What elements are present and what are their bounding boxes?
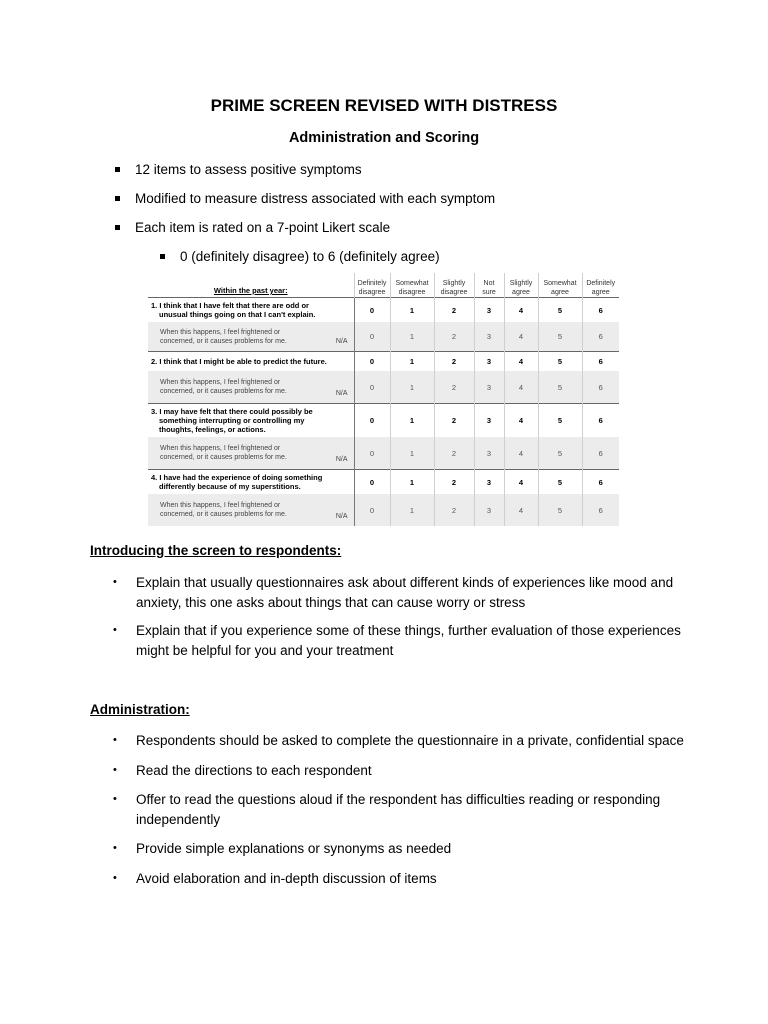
score-cell: 1 [390,352,434,372]
distress-text: When this happens, I feel frightened or concerned, or it causes problems for me. N/A [148,371,354,404]
score-cell: 4 [504,371,538,404]
score-cell: 4 [504,470,538,495]
administration-list [113,731,713,888]
list-item: • Avoid elaboration and in-depth discussion of items [113,869,713,889]
summary-bullet: Each item is rated on a 7-point Likert scale [113,218,390,237]
score-cell: 0 [354,322,390,352]
score-cell: 0 [354,371,390,404]
score-cell: 6 [582,322,619,352]
question-text: 3. I may have felt that there could possibly be something interrupting or controlling my thoughts, feelings, or actions. [148,404,354,438]
bullet-dot-icon: • [113,624,117,636]
score-cell: 3 [474,352,504,372]
square-bullet-icon [115,196,120,201]
score-cell: 4 [504,322,538,352]
distress-text: When this happens, I feel frightened or concerned, or it causes problems for me. N/A [148,494,354,526]
question-text: 2. I think that I might be able to predict the future. [148,352,354,372]
score-cell: 2 [434,352,474,372]
page-title: PRIME SCREEN REVISED WITH DISTRESS [210,96,558,115]
summary-bullet: 12 items to assess positive symptoms [113,160,362,179]
score-cell: 2 [434,322,474,352]
score-cell: 3 [474,494,504,526]
score-cell: 3 [474,404,504,438]
list-item: • Provide simple explanations or synonyms as needed [113,839,713,859]
score-cell: 5 [538,494,582,526]
score-cell: 1 [390,470,434,495]
score-cell: 3 [474,371,504,404]
square-bullet-icon [115,167,120,172]
score-cell: 2 [434,437,474,470]
column-header: Definitely disagree [354,273,390,298]
page-subtitle: Administration and Scoring [288,130,480,146]
score-cell: 6 [582,352,619,372]
score-cell: 0 [354,298,390,323]
score-cell: 1 [390,322,434,352]
na-label: N/A [335,456,348,463]
score-cell: 1 [390,371,434,404]
score-cell: 2 [434,371,474,404]
score-cell: 3 [474,322,504,352]
score-cell: 5 [538,404,582,438]
list-item: • Offer to read the questions aloud if the respondent has difficulties reading or responding independently [113,792,661,827]
table-header-label: Within the past year: [213,286,288,295]
score-cell: 3 [474,298,504,323]
bullet-dot-icon: • [113,763,117,776]
score-cell: 6 [582,470,619,495]
score-cell: 0 [354,404,390,438]
score-cell: 5 [538,322,582,352]
question-text: 4. I have had the experience of doing something differently because of my superstitions. [148,470,354,495]
question-text: 1. I think that I have felt that there are odd or unusual things going on that I can't explain. [148,298,354,323]
administration-heading: Administration: [90,702,190,717]
likert-scale-table [148,273,619,526]
distress-row [148,371,619,404]
distress-text: When this happens, I feel frightened or concerned, or it causes problems for me. N/A [148,322,354,352]
score-cell: 1 [390,404,434,438]
score-cell: 4 [504,298,538,323]
score-cell: 1 [390,494,434,526]
na-label: N/A [335,338,348,345]
score-cell: 6 [582,437,619,470]
summary-sub-bullet: 0 (definitely disagree) to 6 (definitely agree) [158,247,440,266]
na-label: N/A [335,513,348,520]
score-cell: 5 [538,470,582,495]
score-cell: 1 [390,437,434,470]
bullet-dot-icon: • [113,576,117,588]
list-item: • Explain that usually questionnaires ask about different kinds of experiences like mood and anxiety, this one asks about things that can cause worry or stress [113,575,674,610]
score-cell: 4 [504,494,538,526]
score-cell: 2 [434,298,474,323]
list-item: • Read the directions to each respondent [113,761,713,781]
bullet-dot-icon: • [113,734,117,746]
column-header: Slightly disagree [434,273,474,298]
score-cell: 0 [354,470,390,495]
question-row [148,404,619,438]
column-header: Somewhat agree [538,273,582,298]
question-row [148,352,619,372]
score-cell: 4 [504,352,538,372]
score-cell: 5 [538,371,582,404]
score-cell: 5 [538,437,582,470]
list-item: • Explain that if you experience some of these things, further evaluation of those experiences might be helpful for you and your treatment [113,623,681,658]
summary-bullet: Modified to measure distress associated with each symptom [113,189,495,208]
bullet-dot-icon: • [113,793,117,805]
score-cell: 2 [434,470,474,495]
score-cell: 0 [354,352,390,372]
column-header: Not sure [474,273,504,298]
score-cell: 2 [434,494,474,526]
list-item: • Respondents should be asked to complete the questionnaire in a private, confidential space [113,731,713,751]
score-cell: 0 [354,437,390,470]
question-row [148,470,619,495]
question-row [148,298,619,323]
column-header: Slightly agree [504,273,538,298]
column-header: Definitely agree [582,273,619,298]
score-cell: 5 [538,298,582,323]
square-bullet-icon [115,225,120,230]
na-label: N/A [335,390,348,397]
score-cell: 5 [538,352,582,372]
score-cell: 4 [504,437,538,470]
distress-row [148,437,619,470]
score-cell: 0 [354,494,390,526]
square-bullet-icon [160,254,165,259]
bullet-dot-icon: • [113,871,117,884]
introducing-list [113,573,713,660]
score-cell: 3 [474,437,504,470]
score-cell: 6 [582,298,619,323]
score-cell: 3 [474,470,504,495]
score-cell: 1 [390,298,434,323]
score-cell: 6 [582,404,619,438]
distress-row [148,494,619,526]
score-cell: 6 [582,371,619,404]
distress-row [148,322,619,352]
column-header: Somewhat disagree [390,273,434,298]
score-cell: 4 [504,404,538,438]
introducing-heading: Introducing the screen to respondents: [90,543,342,558]
score-cell: 2 [434,404,474,438]
bullet-dot-icon: • [113,842,117,854]
distress-text: When this happens, I feel frightened or concerned, or it causes problems for me. N/A [148,437,354,470]
score-cell: 6 [582,494,619,526]
